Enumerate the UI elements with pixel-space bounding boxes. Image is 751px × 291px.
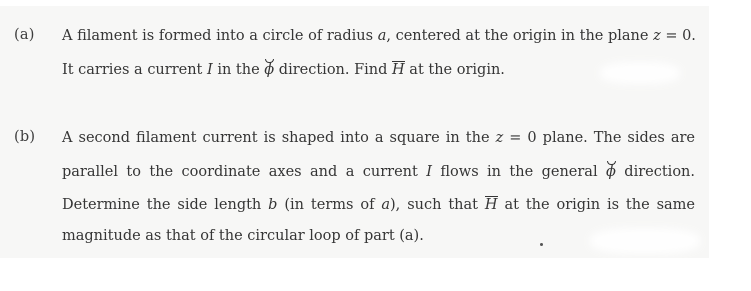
variable-b: b (268, 197, 278, 213)
text-segment: = 0. (660, 28, 696, 44)
part-b-marker: (b) (14, 129, 36, 145)
text-segment: at the origin is the same (497, 197, 695, 213)
part-a-marker: (a) (14, 27, 35, 43)
part-b-line-1 (62, 129, 695, 147)
part-b-line-3 (62, 196, 695, 214)
scan-smudge (590, 228, 700, 254)
text-segment: , centered at the origin in the plane (386, 28, 654, 44)
text-segment: at the origin. (404, 62, 505, 78)
variable-I: I (426, 164, 432, 180)
variable-a: a (377, 28, 387, 44)
text-segment: ), such that (390, 197, 485, 213)
text-segment: = 0 plane. The sides are (503, 130, 695, 146)
text-segment: It carries a current (62, 62, 207, 78)
scanned-problem-sheet (0, 6, 709, 258)
variable-I: I (207, 62, 213, 78)
part-b-line-2 (62, 163, 695, 181)
text-segment: in the (212, 62, 265, 78)
variable-z: z (653, 28, 661, 44)
part-a-line-1 (62, 27, 696, 45)
phi-hat-symbol: ϕ (264, 62, 275, 78)
variable-a: a (381, 197, 391, 213)
text-segment: direction. Find (274, 62, 393, 78)
part-b-line-4 (62, 227, 424, 245)
variable-z: z (495, 130, 504, 146)
text-segment: (in terms of (277, 197, 382, 213)
text-segment: flows in the general (431, 164, 606, 180)
phi-hat-symbol: ϕ (606, 164, 616, 180)
part-a-line-2 (62, 61, 505, 79)
h-vector-symbol: H (392, 62, 405, 78)
scan-speck (540, 243, 543, 246)
text-segment: parallel to the coordinate axes and a current (62, 164, 427, 180)
scan-smudge (600, 62, 680, 84)
h-vector-symbol: H (484, 197, 498, 213)
text-segment: magnitude as that of the circular loop of part (a). (62, 228, 424, 244)
text-segment: A second filament current is shaped into a square in the (62, 130, 496, 146)
text-segment: direction. (615, 164, 695, 180)
text-segment: A filament is formed into a circle of radius (62, 28, 378, 44)
text-segment: Determine the side length (62, 197, 269, 213)
